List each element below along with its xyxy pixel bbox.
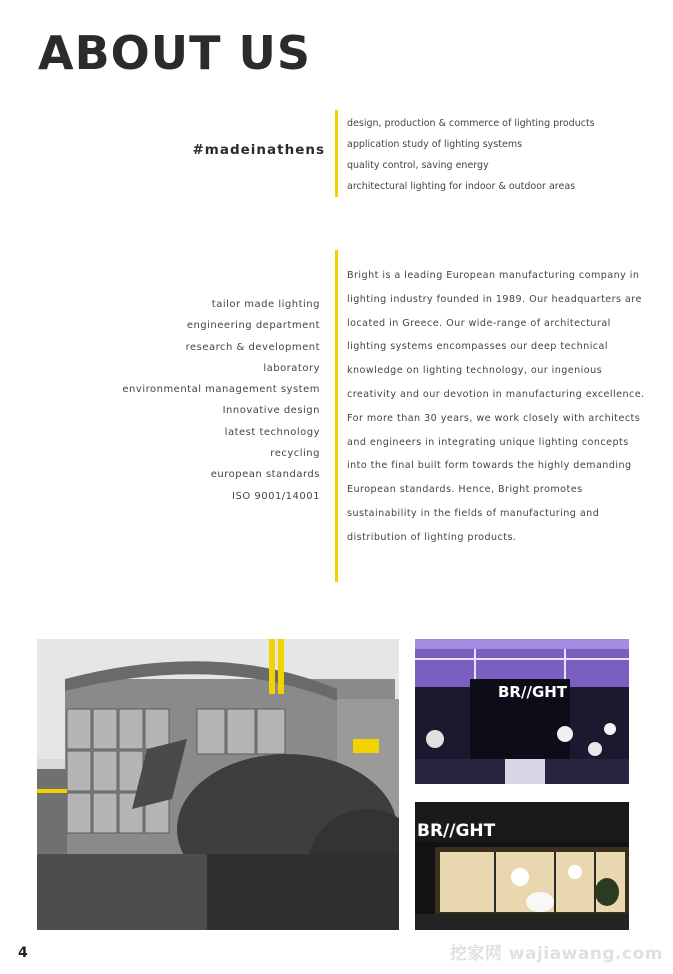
interior-sign: BR//GHT	[498, 683, 568, 701]
about-paragraph: For more than 30 years, we work closely with architects and engineers in integrating unique lighting concepts into the final built form towards the highly demanding European standards. Hence, Bright promotes sustainability in the fields of manufacturing and distribution of lighting products.	[347, 412, 641, 543]
page-number: 4	[18, 945, 28, 961]
services-item: quality control, saving energy	[347, 160, 489, 171]
capabilities-item: laboratory	[263, 362, 320, 374]
capabilities-item: environmental management system	[122, 384, 320, 396]
capabilities-item: research & development	[185, 341, 320, 353]
capabilities-item: Innovative design	[222, 405, 320, 417]
capabilities-item: latest technology	[224, 426, 320, 438]
accent-bar-services	[335, 110, 338, 197]
capabilities-item: european standards	[210, 469, 320, 481]
services-item: design, production & commerce of lighting products	[347, 118, 595, 129]
hashtag: #madeinathens	[192, 142, 325, 158]
showroom-interior-photo	[415, 639, 629, 784]
capabilities-item: recycling	[270, 448, 320, 460]
about-paragraph: Bright is a leading European manufacturing company in lighting industry founded in 1989. Our headquarters are located in Greece. Our wide-range of architectural lighting systems encompasses our deep technical knowledge on lighting technology, our ingenious creativity and our devotion in manufacturing excellence.	[347, 270, 645, 400]
services-item: application study of lighting systems	[347, 139, 523, 150]
capabilities-item: ISO 9001/14001	[232, 490, 320, 502]
capabilities-item: tailor made lighting	[211, 299, 320, 310]
services-list	[347, 113, 595, 197]
storefront-sign: BR//GHT	[417, 821, 496, 841]
services-item: architectural lighting for indoor & outdoor areas	[347, 181, 576, 192]
capabilities-item: engineering department	[186, 320, 320, 332]
page-title: ABOUT US	[38, 26, 311, 80]
capabilities-list	[122, 294, 320, 507]
building-photo	[37, 639, 399, 930]
storefront-night-photo	[415, 802, 629, 930]
accent-bar-about	[335, 250, 338, 582]
watermark-text: 挖家网 wajiawang.com	[449, 944, 663, 964]
about-text	[347, 264, 647, 550]
